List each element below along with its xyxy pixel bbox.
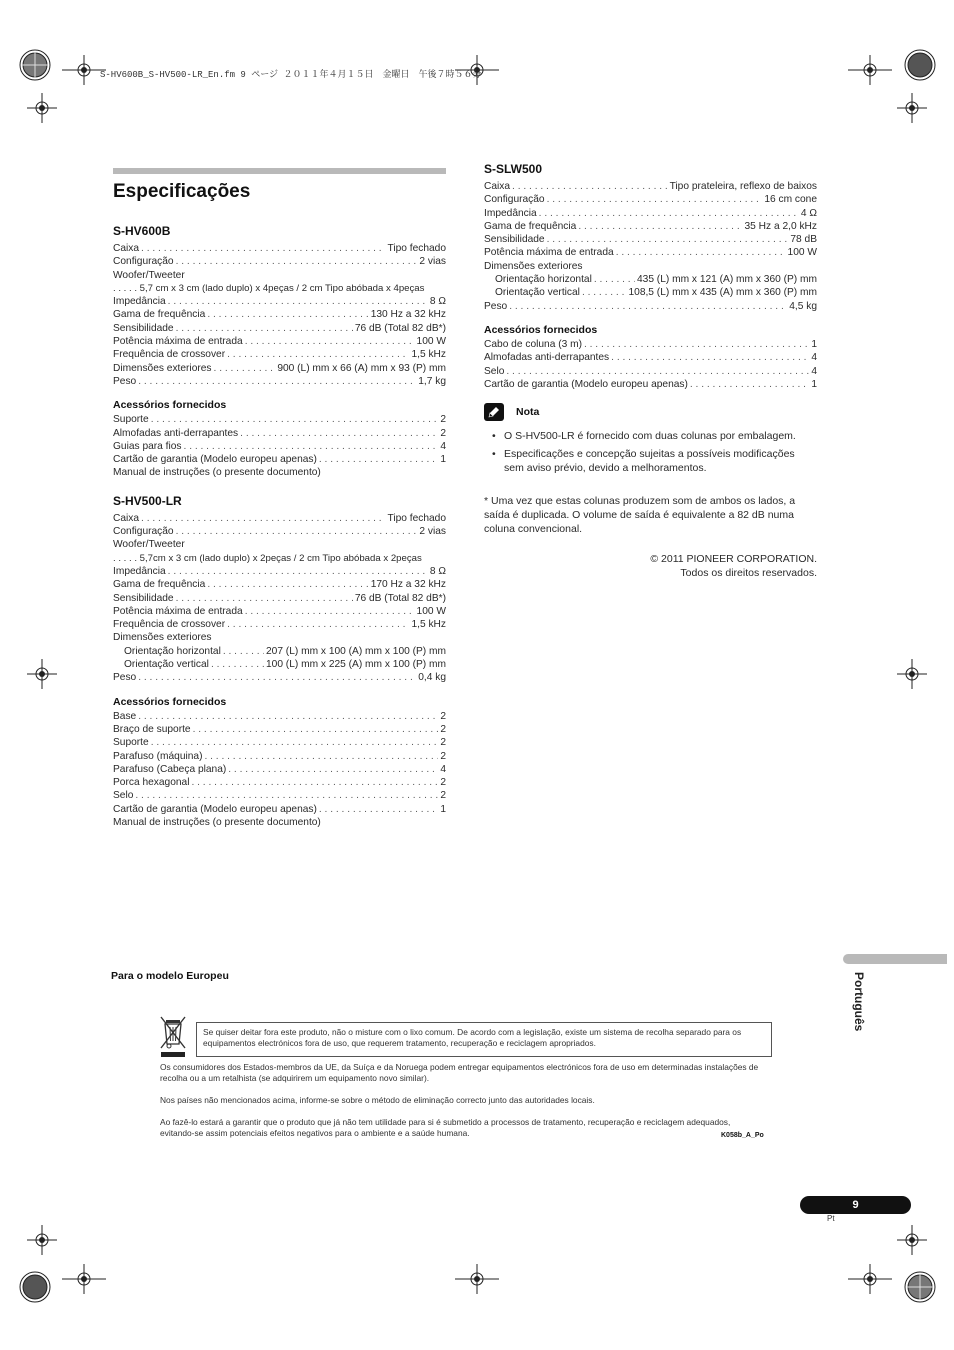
accessory-row: Parafuso (máquina) . . . 2 [113,750,446,763]
spec-row: Potência máxima de entrada . . . 100 W [113,605,446,618]
spec-row: Peso . . . 1,7 kg [113,375,446,388]
accessory-row: Braço de suporte . . . 2 [113,723,446,736]
spec-row: Sensibilidade . . . 78 dB [484,233,817,246]
spec-row: Caixa . . . Tipo prateleira, reflexo de baixos [484,180,817,193]
accessory-row: Cartão de garantia (Modelo europeu apenas) . . . 1 [113,803,446,816]
document-code: K058b_A_Po [721,1132,764,1139]
language-tab [848,972,868,1052]
crosshair-icon [62,1264,106,1294]
spec-label: Dimensões exteriores [484,260,583,272]
spec-row: Gama de frequência . . . 35 Hz a 2,0 kHz [484,220,817,233]
accessory-row: Almofadas anti-derrapantes . . . 2 [113,427,446,440]
note-header [484,403,817,421]
accessory-row: Base . . . 2 [113,710,446,723]
model-heading-slw500: S-SLW500 [484,162,543,176]
disposal-paragraph: Ao fazê-lo estará a garantir que o produto que já não tem utilidade para si é submetido a processos de tratamento, recuperação e reciclagem adequados, evitando-se assim potenciais efeitos negativos para o ambiente e a saúde humana. [160,1117,731,1138]
spec-row: Gama de frequência . . . 130 Hz a 32 kHz [113,308,446,321]
pencil-icon [484,403,504,421]
model-heading-hv600b: S-HV600B [113,224,171,238]
crosshair-icon [897,1225,927,1255]
accessory-item: Manual de instruções (o presente documento) [113,816,321,828]
page-title: Especificações [113,181,251,202]
accessory-row: Porca hexagonal . . . 2 [113,776,446,789]
spec-row: Peso . . . 4,5 kg [484,300,817,313]
crosshair-icon [455,1264,499,1294]
spec-label: Dimensões exteriores [113,632,212,644]
crosshair-icon [848,55,892,85]
note-bullet: • Especificações e concepção sujeitas a possíveis modificações sem aviso prévio, devido a melhoramentos. [484,447,817,475]
spec-row: Caixa . . . Tipo fechado [113,242,446,255]
accessory-row: Selo . . . 2 [113,789,446,802]
accessory-row: Selo . . . 4 [484,365,817,378]
spec-row: Peso . . . 0,4 kg [113,671,446,684]
registration-target-icon [18,48,52,82]
page-language: Pt [827,1214,835,1223]
registration-target-icon [18,1270,52,1304]
registration-target-icon [903,48,937,82]
crosshair-icon [27,659,57,689]
spec-row: Frequência de crossover . . . 1,5 kHz [113,348,446,361]
language-tab-label: Português [852,972,866,1032]
accessories-heading: Acessórios fornecidos [484,323,598,336]
disposal-paragraph: Nos países não mencionados acima, informe-se sobre o método de eliminação correcto junto das autoridades locais. [160,1095,595,1105]
accessory-row: Guias para fios . . . 4 [113,440,446,453]
crosshair-icon [897,659,927,689]
right-column [484,162,817,580]
spec-row: Configuração . . . 2 vias [113,525,446,538]
spec-label: Woofer/Tweeter [113,269,185,281]
spec-row: Impedância . . . 8 Ω [113,565,446,578]
page-number: 9 [800,1196,911,1214]
spec-row: Potência máxima de entrada . . . 100 W [484,246,817,259]
left-column [113,168,446,829]
spec-row: Gama de frequência . . . 170 Hz a 32 kHz [113,578,446,591]
accessory-row: Cabo de coluna (3 m) . . . 1 [484,338,817,351]
copyright [484,552,817,580]
disposal-notice-box: Se quiser deitar fora este produto, não o misture com o lixo comum. De acordo com a legislação, existe um sistema de recolha separado para os equipamentos electrónicos fora de uso, que requerem tratamento, recuperação e reciclagem apropriados. [196,1022,772,1057]
crosshair-icon [897,93,927,123]
spec-label: Woofer/Tweeter [113,539,185,551]
accessory-row: Cartão de garantia (Modelo europeu apenas) . . . 1 [113,453,446,466]
note-bullet: • O S-HV500-LR é fornecido com duas colunas por embalagem. [484,429,817,443]
spec-row: Frequência de crossover . . . 1,5 kHz [113,618,446,631]
accessories-heading: Acessórios fornecidos [113,399,227,412]
spec-row: Orientação vertical . . . 108,5 (L) mm x 435 (A) mm x 360 (P) mm [484,286,817,299]
accessory-row: Almofadas anti-derrapantes . . . 4 [484,351,817,364]
disposal-paragraph: Os consumidores dos Estados-membros da UE, da Suíça e da Noruega podem entregar equipamentos electrónicos fora de uso em determinadas instalações de recolha ou a um retalhista (se adquirirem um equipamento novo similar). [160,1062,759,1083]
crosshair-icon [27,1225,57,1255]
accessory-row: Suporte . . . 2 [113,736,446,749]
language-tab-bar [843,954,947,964]
spec-row: Impedância . . . 8 Ω [113,295,446,308]
file-header: S-HV600B_S-HV500-LR_En.fm 9 ページ ２０１１年４月１５日 金曜日 午後７時５６分 [100,70,482,80]
spec-row: Sensibilidade . . . 76 dB (Total 82 dB*) [113,322,446,335]
crosshair-icon [27,93,57,123]
model-heading-hv500lr: S-HV500-LR [113,493,182,508]
spec-row: Configuração . . . 16 cm cone [484,193,817,206]
spec-row: Impedância . . . 4 Ω [484,207,817,220]
registration-target-icon [903,1270,937,1304]
accessory-row: Cartão de garantia (Modelo europeu apenas) . . . 1 [484,378,817,391]
spec-row: Dimensões exteriores . . . 900 (L) mm x 66 (A) mm x 93 (P) mm [113,362,446,375]
note-title: Nota [516,405,540,418]
section-bar [113,168,446,174]
eu-heading: Para o modelo Europeu [111,970,229,982]
spec-value: . . . . . 5,7cm x 3 cm (lado duplo) x 2peças / 2 cm Tipo abóbada x 2peças [113,552,422,564]
spec-row: Orientação horizontal . . . 435 (L) mm x 121 (A) mm x 360 (P) mm [484,273,817,286]
accessory-item: Manual de instruções (o presente documento) [113,467,321,479]
spec-row: Orientação vertical . . . 100 (L) mm x 225 (A) mm x 100 (P) mm [113,658,446,671]
copyright-line-2: Todos os direitos reservados. [680,567,817,580]
spec-value: . . . . . 5,7 cm x 3 cm (lado duplo) x 4peças / 2 cm Tipo abóbada x 4peças [113,282,425,294]
spec-row: Configuração . . . 2 vias [113,255,446,268]
spec-row: Orientação horizontal . . . 207 (L) mm x 100 (A) mm x 100 (P) mm [113,645,446,658]
accessory-row: Parafuso (Cabeça plana) . . . 4 [113,763,446,776]
copyright-line-1: © 2011 PIONEER CORPORATION. [650,553,817,566]
accessory-row: Suporte . . . 2 [113,413,446,426]
spec-row: Caixa . . . Tipo fechado [113,512,446,525]
footnote: * Uma vez que estas colunas produzem som de ambos os lados, a saída é duplicada. O volume de saída é equivalente a 82 dB numa coluna convencional. [484,495,796,536]
accessories-heading: Acessórios fornecidos [113,695,227,708]
crossed-bin-icon [158,1014,188,1058]
spec-row: Sensibilidade . . . 76 dB (Total 82 dB*) [113,592,446,605]
crosshair-icon [848,1264,892,1294]
spec-row: Potência máxima de entrada . . . 100 W [113,335,446,348]
